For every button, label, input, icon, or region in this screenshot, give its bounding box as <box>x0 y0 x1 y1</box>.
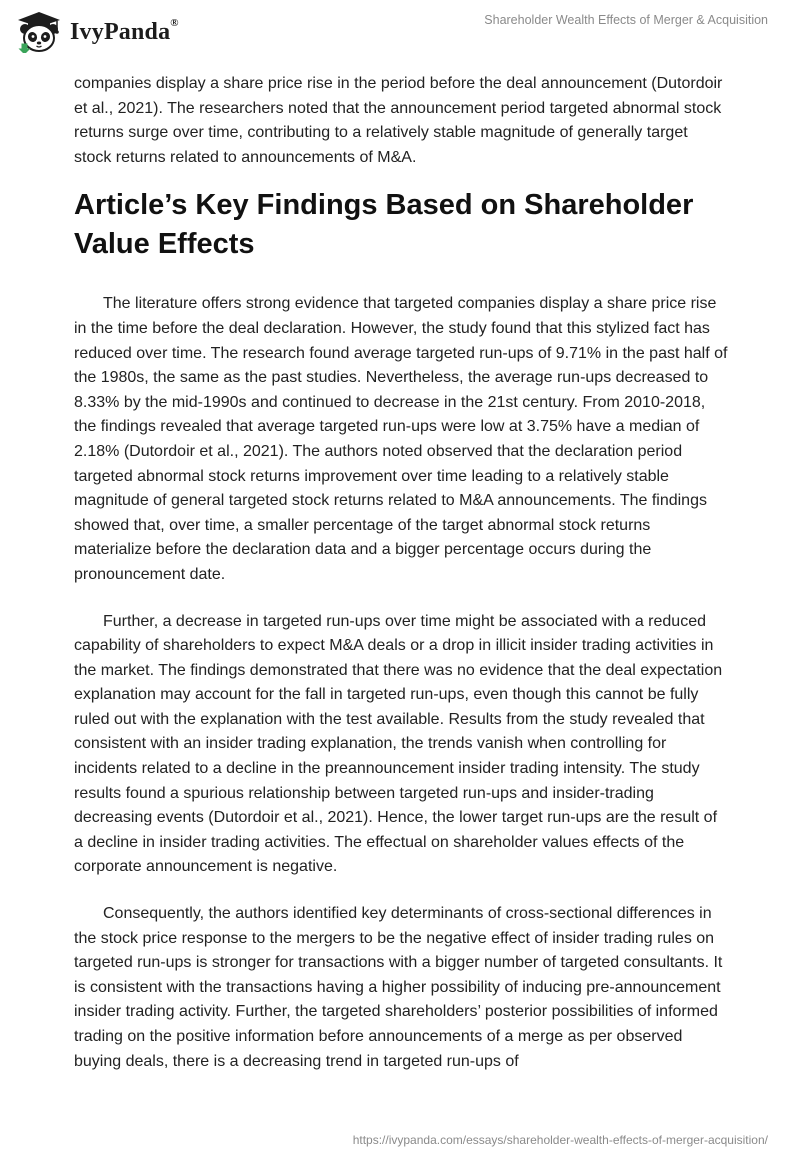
article-body <box>74 72 728 1096</box>
section-heading: Article’s Key Findings Based on Shareholder Value Effects <box>74 189 694 261</box>
page-header <box>0 0 800 62</box>
intro-paragraph: companies display a share price rise in the period before the deal announcement (Dutordoir et al., 2021). The researchers noted that the announcement period targeted abnormal stock returns surge over time, contributing to a relatively stable magnitude of generally target stock returns related to announcements of M&A. <box>74 75 723 166</box>
source-url[interactable]: https://ivypanda.com/essays/shareholder-wealth-effects-of-merger-acquisition/ <box>352 1133 768 1147</box>
document-title: Shareholder Wealth Effects of Merger & Acquisition <box>484 13 768 27</box>
body-paragraph-1: The literature offers strong evidence that targeted companies display a share price rise in the time before the deal declaration. However, the study found that this stylized fact has reduced over time. The research found average targeted run-ups of 9.71% in the past half of the 1980s, the same as the past studies. Nevertheless, the average run-ups decreased to 8.33% by the mid-1990s and continued to decrease in the 21st century. From 2010-2018, the findings revealed that average targeted run-ups were low at 3.75% have a median of 2.18% (Dutordoir et al., 2021). The authors noted observed that the declaration period targeted abnormal stock returns improvement over time leading to a relatively stable magnitude of general targeted stock returns related to M&A announcements. The findings showed that, over time, a smaller percentage of the target abnormal stock returns materialize before the declaration data and a bigger percentage occurs during the pronouncement date. <box>74 295 728 583</box>
body-paragraph-2: Further, a decrease in targeted run-ups over time might be associated with a reduced capability of shareholders to expect M&A deals or a drop in illicit insider trading activities in the market. The findings demonstrated that there was no evidence that the deal expectation explanation may account for the fall in targeted run-ups, even though this cannot be fully ruled out with the explanation with the test available. Results from the study revealed that consistent with an insider trading explanation, the trends vanish when controlling for incidents related to a decline in the preannouncement insider trading intensity. The study results found a spurious relationship between targeted run-ups and insider-trading decreasing events (Dutordoir et al., 2021). Hence, the lower target run-ups are the result of a decline in insider trading activities. The effectual on shareholder values effects of the corporate announcement is negative. <box>74 612 723 876</box>
registered-mark: ® <box>170 16 179 29</box>
body-paragraph-3: Consequently, the authors identified key determinants of cross-sectional differences in the stock price response to the mergers to be the negative effect of insider trading rules on targeted run-ups is stronger for transactions with a bigger number of targeted consultants. It is consistent with the transactions having a higher possibility of inducing pre-announcement insider trading activity. Further, the targeted shareholders’ posterior possibilities of informed trading on the positive information before announcements of a merge as per observed buying deals, there is a decreasing trend in targeted run-ups of <box>74 905 723 1070</box>
logo-wordmark: IvyPanda® <box>70 16 179 45</box>
ivypanda-logo[interactable] <box>14 10 179 54</box>
panda-mascot-icon <box>14 11 64 53</box>
